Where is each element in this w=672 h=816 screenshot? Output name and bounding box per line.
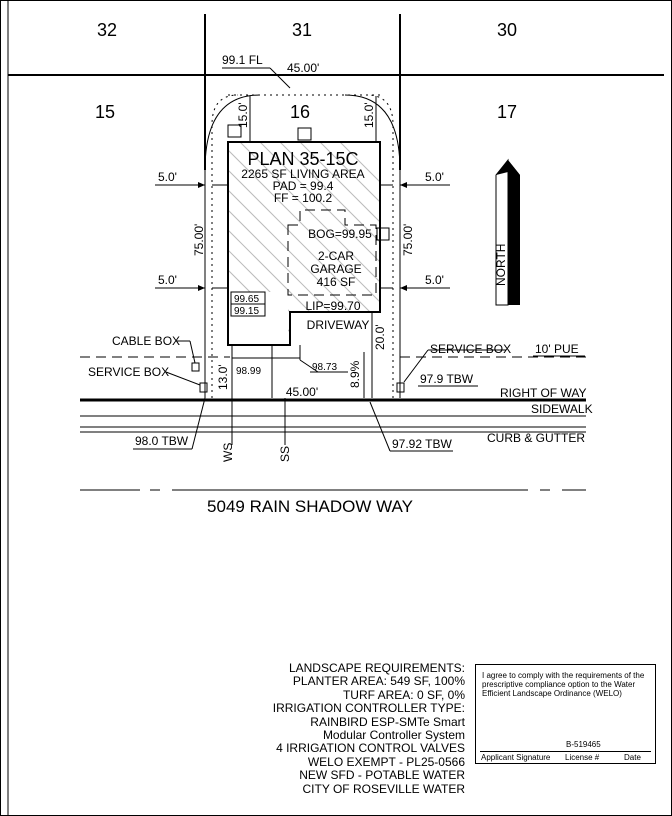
signature-caption: Applicant Signature bbox=[481, 753, 551, 762]
lot-number-32: 32 bbox=[96, 20, 118, 40]
walk-slope: 8.9% bbox=[348, 360, 362, 388]
garage-line2: GARAGE bbox=[310, 262, 362, 276]
rear-setback-left: 15.0' bbox=[236, 102, 250, 128]
req-line: RAINBIRD ESP-SMTe Smart bbox=[310, 714, 465, 729]
tbw-front: 97.92 TBW bbox=[392, 437, 452, 451]
garage-area: 416 SF bbox=[316, 275, 356, 289]
garage-line1: 2-CAR bbox=[317, 249, 355, 263]
welo-agreement-box bbox=[475, 664, 656, 764]
setback-left bbox=[212, 95, 238, 398]
service-box-right-label: SERVICE BOX bbox=[430, 342, 512, 356]
elev-9965: 99.65 bbox=[234, 294, 260, 305]
req-line: WELO EXEMPT - PL25-0566 bbox=[307, 754, 465, 769]
ff-elevation: FF = 100.2 bbox=[273, 191, 333, 205]
ws-label: WS bbox=[221, 442, 235, 462]
pad-elevation: PAD = 99.4 bbox=[272, 179, 334, 193]
side-right-bottom: 5.0' bbox=[425, 273, 444, 287]
license-number: B-519465 bbox=[566, 740, 601, 749]
elev-9873: 98.73 bbox=[312, 362, 338, 373]
arrowhead bbox=[400, 285, 407, 291]
rear-setback-right: 15.0' bbox=[362, 102, 376, 128]
side-right-top: 5.0' bbox=[425, 170, 444, 184]
driveway-label: DRIVEWAY bbox=[306, 318, 370, 332]
lot-number-30: 30 bbox=[496, 20, 518, 40]
sidewalk-label: SIDEWALK bbox=[531, 402, 593, 416]
service-box-left-icon bbox=[200, 383, 207, 392]
service-left-leader bbox=[166, 372, 200, 385]
landscape-requirements bbox=[255, 662, 465, 796]
req-line: TURF AREA: 0 SF, 0% bbox=[342, 687, 465, 702]
lot-number-31: 31 bbox=[291, 20, 313, 40]
lot-number-17: 17 bbox=[496, 102, 518, 122]
north-arrow-icon bbox=[494, 160, 520, 305]
side-left-bottom: 5.0' bbox=[158, 273, 177, 287]
north-label: NORTH bbox=[494, 243, 508, 286]
side-left-top: 5.0' bbox=[158, 170, 177, 184]
agreement-text: I agree to comply with the requirements of the prescriptive compliance option to the Water Efficient Landscape Ordinance (WELO) bbox=[482, 671, 645, 698]
req-line: PLANTER AREA: 549 SF, 100% bbox=[292, 674, 465, 689]
rear-box-center bbox=[298, 128, 311, 140]
arrowhead bbox=[400, 182, 407, 188]
arrowhead bbox=[198, 285, 205, 291]
garage-lip: LIP=99.70 bbox=[305, 299, 361, 313]
garage-bog: BOG=99.95 bbox=[308, 227, 372, 241]
req-line: 4 IRRIGATION CONTROL VALVES bbox=[276, 741, 465, 756]
pue-label: 10' PUE bbox=[535, 342, 579, 356]
arrowhead bbox=[198, 182, 205, 188]
depth-right: 75.00' bbox=[401, 223, 415, 256]
plan-name: PLAN 35-15C bbox=[247, 149, 359, 169]
garage-side-box bbox=[377, 228, 389, 240]
service-box-left-label: SERVICE BOX bbox=[88, 365, 170, 379]
req-line: Modular Controller System bbox=[322, 728, 465, 743]
req-line: IRRIGATION CONTROLLER TYPE: bbox=[272, 701, 465, 716]
top-width-label: 45.00' bbox=[287, 61, 320, 75]
elev-9899: 98.99 bbox=[236, 366, 262, 377]
depth-left: 75.00' bbox=[192, 223, 206, 256]
right-of-way-label: RIGHT OF WAY bbox=[500, 386, 587, 400]
street-name: 5049 RAIN SHADOW WAY bbox=[207, 497, 413, 516]
living-area: 2265 SF LIVING AREA bbox=[241, 167, 365, 181]
ss-label: SS bbox=[278, 445, 292, 462]
cable-box-label: CABLE BOX bbox=[112, 334, 181, 348]
driveway-depth: 20.0' bbox=[373, 324, 387, 350]
curb-label: CURB & GUTTER bbox=[487, 431, 586, 445]
cable-leader-d bbox=[190, 341, 195, 363]
front-width: 45.00' bbox=[285, 385, 319, 399]
elev-9915: 99.15 bbox=[234, 306, 260, 317]
signature-line bbox=[480, 751, 651, 752]
req-line: NEW SFD - POTABLE WATER bbox=[299, 768, 465, 783]
tbw-right: 97.9 TBW bbox=[420, 372, 474, 386]
tbw-left: 98.0 TBW bbox=[135, 434, 189, 448]
front-left-dim: 13.0' bbox=[216, 364, 230, 390]
cable-box-icon bbox=[192, 363, 199, 371]
license-caption: License # bbox=[565, 753, 600, 762]
lot-number-16: 16 bbox=[289, 102, 311, 122]
req-line: CITY OF ROSEVILLE WATER bbox=[302, 781, 465, 796]
lot-number-15: 15 bbox=[94, 102, 116, 122]
req-line: LANDSCAPE REQUIREMENTS: bbox=[288, 661, 465, 675]
tbw-left-leader bbox=[192, 398, 205, 449]
top-fl-label: 99.1 FL bbox=[222, 53, 263, 67]
date-caption: Date bbox=[624, 753, 641, 762]
